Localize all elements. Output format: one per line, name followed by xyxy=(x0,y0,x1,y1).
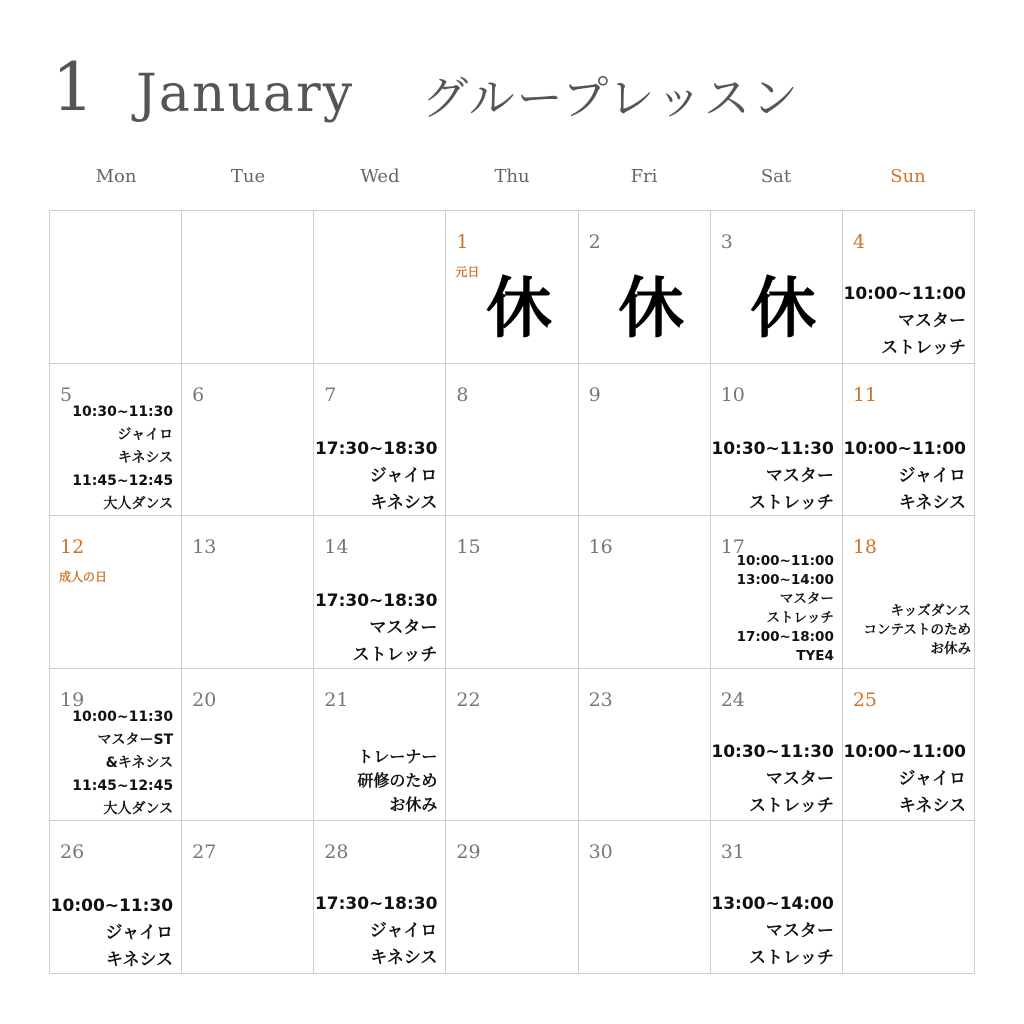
day-number: 20 xyxy=(192,688,217,711)
lesson-line: 10:30~11:30 xyxy=(711,438,834,459)
day-cell-3 xyxy=(711,211,843,364)
lesson-schedule xyxy=(315,891,437,972)
weekday-mon: Mon xyxy=(95,166,137,187)
lesson-schedule xyxy=(51,893,173,974)
lesson-line: 10:30~11:30 xyxy=(711,741,834,762)
lesson-line: 17:30~18:30 xyxy=(314,591,438,612)
lesson-schedule xyxy=(711,891,833,972)
lesson-line: TYE4 xyxy=(796,648,834,665)
closed-mark: 休 xyxy=(618,270,685,347)
lesson-line: 10:30~11:30 xyxy=(72,403,174,420)
notice-line: キッズダンス xyxy=(890,603,971,620)
day-cell-22 xyxy=(446,669,578,822)
day-number: 21 xyxy=(324,688,349,711)
day-cell-24 xyxy=(711,669,843,822)
lesson-line: マスター xyxy=(765,768,834,789)
day-cell-14 xyxy=(314,516,446,669)
day-cell-empty xyxy=(843,821,975,974)
day-number: 24 xyxy=(720,688,745,711)
lesson-line: ジャイロ xyxy=(898,465,966,486)
calendar-grid xyxy=(49,210,975,974)
day-cell-5 xyxy=(50,364,182,517)
day-number: 17 xyxy=(720,536,745,559)
day-cell-8 xyxy=(446,364,578,517)
lesson-line: ストレッチ xyxy=(352,645,438,666)
notice-line: コンテストのため xyxy=(863,622,971,639)
lesson-schedule xyxy=(711,436,833,517)
closure-notice xyxy=(357,745,437,817)
lesson-line: &キネシス xyxy=(105,754,174,771)
day-number: 4 xyxy=(852,231,865,253)
weekday-sun: Sun xyxy=(890,166,926,187)
day-cell-9 xyxy=(579,364,711,517)
day-number: 14 xyxy=(324,536,349,559)
day-number: 29 xyxy=(456,841,481,864)
lesson-line: マスター xyxy=(765,465,834,486)
lesson-schedule xyxy=(72,401,173,516)
closed-mark: 休 xyxy=(750,270,817,347)
day-number: 12 xyxy=(60,536,85,559)
day-number: 22 xyxy=(456,688,481,711)
day-cell-13 xyxy=(182,516,314,669)
lesson-line: ストレッチ xyxy=(749,492,834,513)
day-cell-11 xyxy=(843,364,975,517)
day-number: 16 xyxy=(588,536,613,559)
lesson-schedule xyxy=(844,739,966,820)
day-number: 13 xyxy=(192,536,217,559)
lesson-line: キネシス xyxy=(370,492,438,513)
lesson-line: ジャイロ xyxy=(105,923,174,944)
lesson-line: マスターST xyxy=(97,731,174,748)
day-cell-18 xyxy=(843,516,975,669)
day-number: 11 xyxy=(852,383,878,406)
day-cell-1 xyxy=(446,211,578,364)
notice-line: お休み xyxy=(930,641,971,658)
day-number: 28 xyxy=(324,841,349,864)
lesson-line: 11:45~12:45 xyxy=(72,472,174,489)
page-title: グループレッスン xyxy=(422,71,801,125)
lesson-line: 17:30~18:30 xyxy=(314,894,438,915)
lesson-schedule xyxy=(844,281,966,362)
day-cell-25 xyxy=(843,669,975,822)
lesson-schedule xyxy=(737,552,834,666)
day-number: 7 xyxy=(324,383,337,406)
lesson-line: 10:00~11:00 xyxy=(843,741,966,762)
day-number: 8 xyxy=(456,383,469,406)
day-cell-empty xyxy=(50,211,182,364)
lesson-line: ジャイロ xyxy=(898,768,966,789)
weekday-wed: Wed xyxy=(360,166,400,187)
day-cell-2 xyxy=(579,211,711,364)
weekday-fri: Fri xyxy=(630,166,658,187)
day-cell-16 xyxy=(579,516,711,669)
day-cell-empty xyxy=(182,211,314,364)
lesson-line: ストレッチ xyxy=(766,610,834,627)
day-cell-26 xyxy=(50,821,182,974)
day-cell-15 xyxy=(446,516,578,669)
lesson-schedule xyxy=(315,588,437,669)
lesson-line: ジャイロ xyxy=(117,426,174,443)
lesson-line: ストレッチ xyxy=(749,948,834,969)
day-cell-10 xyxy=(711,364,843,517)
weekday-tue: Tue xyxy=(230,166,266,187)
day-number: 26 xyxy=(60,841,85,864)
day-cell-empty xyxy=(314,211,446,364)
day-cell-19 xyxy=(50,669,182,822)
holiday-label: 成人の日 xyxy=(59,570,108,585)
day-cell-29 xyxy=(446,821,578,974)
day-number: 1 xyxy=(456,231,469,253)
lesson-line: マスター xyxy=(765,921,834,942)
weekday-sat: Sat xyxy=(760,166,792,187)
day-number: 6 xyxy=(192,383,205,406)
day-cell-23 xyxy=(579,669,711,822)
lesson-line: 10:00~11:30 xyxy=(72,708,174,725)
day-number: 30 xyxy=(588,841,613,864)
lesson-line: キネシス xyxy=(370,948,438,969)
day-cell-12 xyxy=(50,516,182,669)
lesson-line: マスター xyxy=(897,311,966,331)
day-number: 31 xyxy=(720,841,745,864)
day-cell-31 xyxy=(711,821,843,974)
lesson-line: マスター xyxy=(779,591,834,608)
day-number: 19 xyxy=(60,688,85,711)
lesson-line: キネシス xyxy=(898,795,966,816)
day-cell-4 xyxy=(843,211,975,364)
notice-line: 研修のため xyxy=(357,770,438,790)
lesson-line: 10:00~11:00 xyxy=(843,284,966,304)
day-cell-17 xyxy=(711,516,843,669)
lesson-schedule xyxy=(72,706,173,821)
closed-mark: 休 xyxy=(485,270,552,347)
lesson-line: マスター xyxy=(369,618,438,639)
lesson-line: ストレッチ xyxy=(749,795,834,816)
weekday-thu: Thu xyxy=(494,166,530,187)
day-number: 18 xyxy=(852,536,878,559)
notice-line: お休み xyxy=(389,794,438,814)
lesson-line: キネシス xyxy=(117,449,174,466)
closure-notice xyxy=(864,602,971,659)
month-number: 1 xyxy=(52,49,94,126)
notice-line: トレーナー xyxy=(357,746,438,766)
day-number: 10 xyxy=(720,383,745,406)
day-number: 5 xyxy=(60,383,73,406)
lesson-line: 11:45~12:45 xyxy=(72,777,174,794)
day-number: 9 xyxy=(588,383,601,406)
lesson-line: ジャイロ xyxy=(369,465,438,486)
lesson-line: 13:00~14:00 xyxy=(736,572,834,589)
day-number: 23 xyxy=(588,688,613,711)
holiday-label: 元日 xyxy=(455,265,480,279)
day-cell-20 xyxy=(182,669,314,822)
day-cell-21 xyxy=(314,669,446,822)
lesson-line: 10:00~11:00 xyxy=(736,553,834,570)
lesson-schedule xyxy=(711,739,833,820)
lesson-line: 17:30~18:30 xyxy=(314,438,438,459)
lesson-line: 17:00~18:00 xyxy=(736,629,834,646)
lesson-line: 13:00~14:00 xyxy=(711,894,834,915)
lesson-line: 大人ダンス xyxy=(103,495,174,512)
day-number: 27 xyxy=(192,841,217,864)
lesson-line: 大人ダンス xyxy=(103,800,174,817)
day-number: 3 xyxy=(720,231,733,253)
day-cell-7 xyxy=(314,364,446,517)
day-number: 2 xyxy=(588,231,601,253)
day-number: 25 xyxy=(852,688,878,711)
month-name: January xyxy=(136,64,355,124)
lesson-line: キネシス xyxy=(105,950,174,971)
lesson-line: 10:00~11:00 xyxy=(843,438,966,459)
lesson-line: ジャイロ xyxy=(369,921,438,942)
day-cell-28 xyxy=(314,821,446,974)
lesson-line: 10:00~11:30 xyxy=(50,896,174,917)
lesson-schedule xyxy=(844,436,966,517)
weekday-header-row xyxy=(50,166,974,196)
day-cell-30 xyxy=(579,821,711,974)
lesson-line: ストレッチ xyxy=(881,338,966,358)
lesson-line: キネシス xyxy=(898,492,966,513)
day-number: 15 xyxy=(456,536,481,559)
day-cell-27 xyxy=(182,821,314,974)
day-cell-6 xyxy=(182,364,314,517)
lesson-schedule xyxy=(315,436,437,517)
